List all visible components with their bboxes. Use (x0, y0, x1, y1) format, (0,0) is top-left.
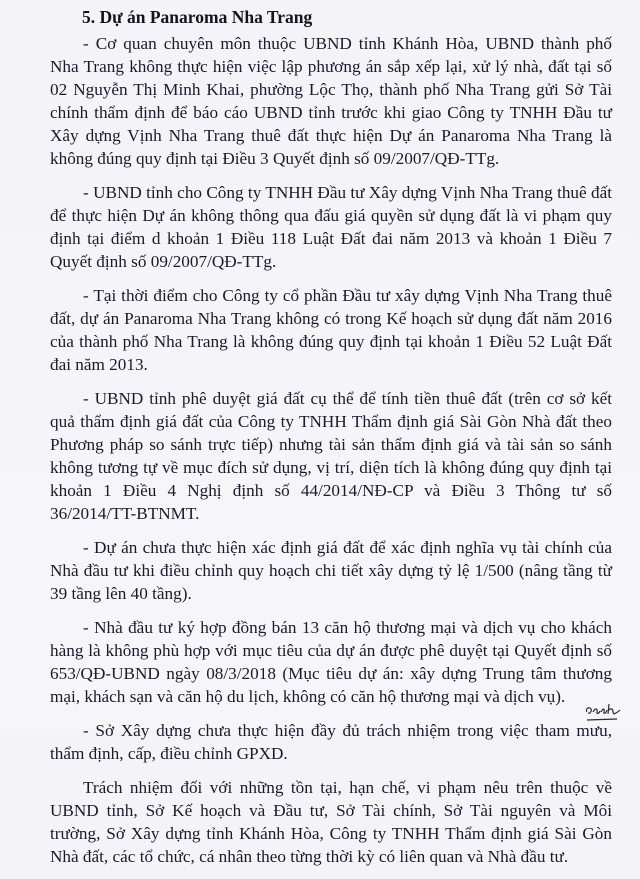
paragraph-3: - Tại thời điểm cho Công ty cổ phần Đầu tư xây dựng Vịnh Nha Trang thuê đất, dự án Panaroma Nha Trang không có trong Kế hoạch sử dụng đất năm 2016 của thành phố Nha Trang là không đúng quy định tại khoản 1 Điều 52 Luật Đất đai năm 2013. (50, 286, 612, 374)
paragraph-conclusion: Trách nhiệm đối với những tồn tại, hạn chế, vi phạm nêu trên thuộc về UBND tỉnh, Sở Kế hoạch và Đầu tư, Sở Tài chính, Sở Tài nguyên và Môi trường, Sở Xây dựng tỉnh Khánh Hòa, Công ty TNHH Thẩm định giá Sài Gòn Nhà đất, các tổ chức, cá nhân theo từng thời kỳ có liên quan và Nhà đầu tư. (50, 778, 612, 866)
handwritten-initials-icon (583, 700, 623, 724)
paragraph-5: - Dự án chưa thực hiện xác định giá đất để xác định nghĩa vụ tài chính của Nhà đầu tư khi điều chỉnh quy hoạch chi tiết xây dựng tỷ lệ 1/500 (nâng tầng từ 39 tầng lên 40 tầng). (50, 538, 612, 603)
paragraph-4: - UBND tỉnh phê duyệt giá đất cụ thể để tính tiền thuê đất (trên cơ sở kết quả thẩm định giá đất của Công ty TNHH Thẩm định giá Sài Gòn Nhà đất theo Phương pháp so sánh trực tiếp) nhưng tài sản thẩm định giá và tài sản so sánh không tương tự về mục đích sử dụng, vị trí, diện tích là không đúng quy định tại khoản 1 Điều 4 Nghị định số 44/2014/NĐ-CP và Điều 3 Thông tư số 36/2014/TT-BTNMT. (50, 389, 612, 523)
paragraph-1: - Cơ quan chuyên môn thuộc UBND tỉnh Khánh Hòa, UBND thành phố Nha Trang không thực hiện việc lập phương án sắp xếp lại, xử lý nhà, đất tại số 02 Nguyễn Thị Minh Khai, phường Lộc Thọ, thành phố Nha Trang gửi Sở Tài chính thẩm định để báo cáo UBND tỉnh trước khi giao Công ty TNHH Đầu tư Xây dựng Vịnh Nha Trang thuê đất thực hiện Dự án Panaroma Nha Trang là không đúng quy định tại Điều 3 Quyết định số 09/2007/QĐ-TTg. (50, 34, 612, 168)
paragraph-6: - Nhà đầu tư ký hợp đồng bán 13 căn hộ thương mại và dịch vụ cho khách hàng là không phù hợp với mục tiêu của dự án được phê duyệt tại Quyết định số 653/QĐ-UBND ngày 08/3/2018 (Mục tiêu dự án: xây dựng Trung tâm thương mại, khách sạn và căn hộ du lịch, không có căn hộ thương mại và dịch vụ). (50, 618, 612, 706)
document-body (50, 4, 612, 879)
section-title: 5. Dự án Panaroma Nha Trang (82, 7, 313, 27)
paragraph-2: - UBND tỉnh cho Công ty TNHH Đầu tư Xây dựng Vịnh Nha Trang thuê đất để thực hiện Dự án không thông qua đấu giá quyền sử dụng đất là vi phạm quy định tại điểm d khoản 1 Điều 118 Luật Đất đai năm 2013 và khoản 1 Điều 7 Quyết định số 09/2007/QĐ-TTg. (50, 183, 612, 271)
paragraph-7: - Sở Xây dựng chưa thực hiện đầy đủ trách nhiệm trong việc tham mưu, thẩm định, cấp, điều chỉnh GPXD. (50, 721, 612, 763)
